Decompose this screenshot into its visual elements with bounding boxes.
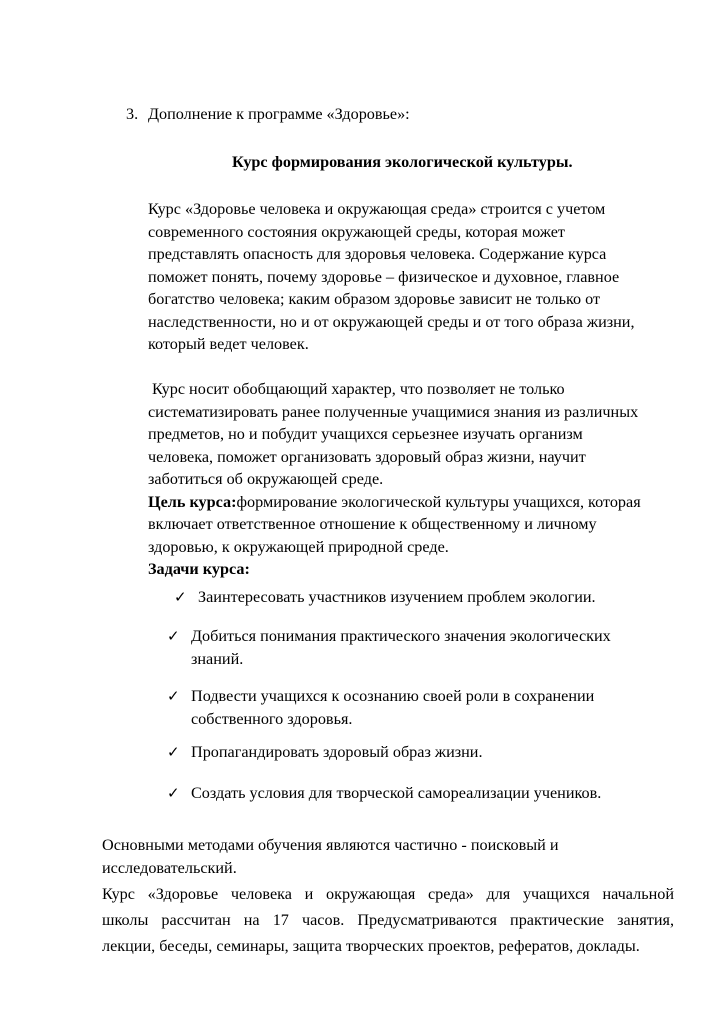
paragraph-line: систематизировать ранее полученные учащимися знания из различных	[148, 402, 639, 421]
section-number: 3.	[126, 105, 139, 123]
paragraph-line: Основными методами обучения являются частично - поисковый и	[102, 836, 559, 854]
paragraph-line: исследовательский.	[102, 858, 237, 877]
paragraph-line: Курс «Здоровье человека и окружающая среда» строится с учетом	[148, 200, 606, 218]
task-text: Пропагандировать здоровый образ жизни.	[191, 743, 483, 761]
checkmark-icon: ✓	[167, 743, 180, 761]
course-title: Курс формирования экологической культуры.	[232, 153, 573, 171]
task-text-line: Подвести учащихся к осознанию своей роли в сохранении	[191, 687, 595, 705]
goal-text: формирование экологической культуры учащихся, которая	[236, 492, 641, 511]
section-heading	[126, 103, 410, 126]
tasks-label: Задачи курса:	[148, 560, 250, 578]
intro-paragraph	[148, 198, 635, 356]
checkmark-icon: ✓	[174, 588, 187, 606]
goal-line: здоровью, к окружающей природной среде.	[148, 537, 449, 556]
goal-line: включает ответственное отношение к общественному и личному	[148, 515, 597, 533]
task-text	[191, 685, 594, 730]
task-text-line: Добиться понимания практического значения экологических	[191, 627, 611, 645]
paragraph-line: лекции, беседы, семинары, защита творческих проектов, рефератов, доклады.	[102, 937, 640, 955]
paragraph-line: наследственности, но и от окружающей среды и от того образа жизни,	[148, 312, 635, 331]
paragraph-line: современного состояния окружающей среды, которая может	[148, 222, 566, 241]
task-text: Создать условия для творческой самореализации учеников.	[191, 784, 602, 802]
task-text-line: собственного здоровья.	[191, 709, 353, 728]
paragraph-line: Курс «Здоровье человека и окружающая среда» для учащихся начальной	[102, 885, 674, 903]
paragraph-line: предметов, но и побудит учащихся серьезнее изучать организм	[148, 425, 583, 443]
checkmark-icon: ✓	[167, 627, 180, 645]
paragraph-line: который ведет человек.	[148, 335, 309, 353]
section-heading-text: Дополнение к программе «Здоровье»:	[148, 105, 410, 123]
checkmark-icon: ✓	[167, 687, 180, 705]
goal-label: Цель курса:	[148, 492, 237, 511]
methods-paragraph	[102, 834, 559, 879]
overview-paragraph	[148, 378, 641, 581]
task-text-line: знаний.	[191, 649, 244, 668]
paragraph-line: школы рассчитан на 17 часов. Предусматриваются практические занятия,	[102, 911, 674, 929]
paragraph-line: человека, поможет организовать здоровый образ жизни, научит	[148, 447, 586, 466]
paragraph-line: заботиться об окружающей среде.	[148, 470, 384, 488]
task-text: Заинтересовать участников изучением проблем экологии.	[198, 588, 596, 606]
paragraph-line: представлять опасность для здоровья человека. Содержание курса	[148, 245, 607, 263]
task-text	[191, 625, 611, 670]
checkmark-icon: ✓	[167, 784, 180, 802]
goal-line	[148, 491, 641, 514]
paragraph-line: богатство человека; каким образом здоровье зависит не только от	[148, 290, 601, 308]
paragraph-line: поможет понять, почему здоровье – физическое и духовное, главное	[148, 267, 620, 286]
summary-paragraph	[102, 881, 674, 959]
paragraph-line: Курс носит обобщающий характер, что позволяет не только	[148, 380, 565, 398]
